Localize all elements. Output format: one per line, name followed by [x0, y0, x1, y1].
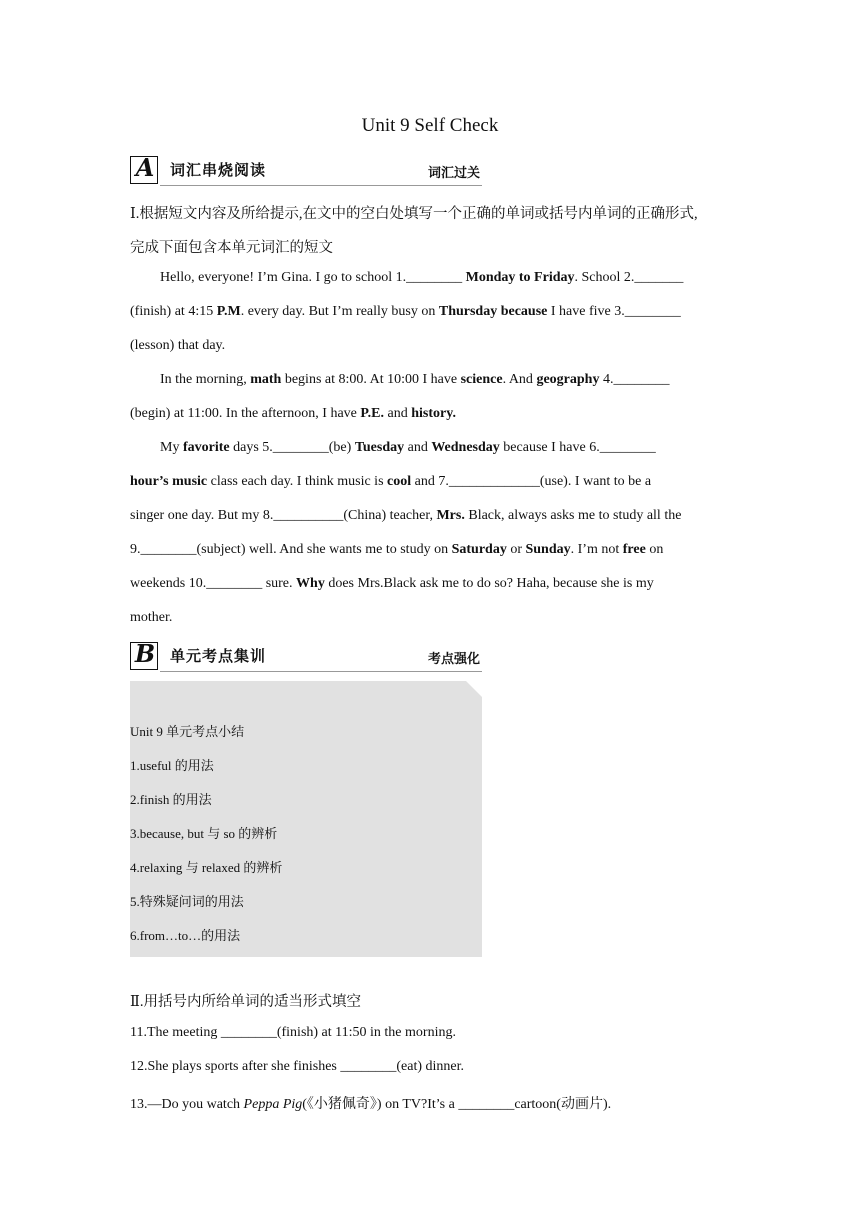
section-b-name: 单元考点集训: [170, 647, 267, 665]
summary-item: 5.特殊疑问词的用法: [130, 894, 244, 909]
passage-line: [160, 270, 683, 286]
vocab-word: Sunday: [525, 542, 571, 557]
passage-text: Hello, everyone! I’m Gina. I go to school 1.________: [160, 270, 466, 285]
section-a-letter: A: [135, 153, 155, 182]
passage-text: or: [506, 542, 526, 557]
vocab-word: math: [250, 372, 282, 387]
vocab-word: favorite: [182, 440, 230, 455]
passage-text: begins at 8:00. At 10:00 I have: [281, 372, 461, 387]
passage-text: . I’m not: [570, 542, 623, 557]
section-a-rule: [160, 185, 482, 186]
passage-line: [130, 304, 681, 320]
passage-text: weekends 10.________ sure.: [130, 576, 297, 591]
vocab-word: Monday to Friday: [465, 270, 575, 285]
vocab-word: free: [622, 542, 646, 557]
vocab-word: Saturday: [451, 542, 507, 557]
vocab-word: science: [460, 372, 503, 387]
question-13: [130, 1093, 611, 1113]
section-a-tag: 词汇过关: [427, 166, 480, 181]
passage-line: [130, 474, 651, 490]
passage-line: [130, 610, 172, 626]
passage-text: because I have 6.________: [499, 440, 656, 455]
passage-text: 9.________(subject) well. And she wants me to study on: [130, 542, 452, 557]
instruction-line-2: 完成下面包含本单元词汇的短文: [130, 240, 333, 256]
section-a-banner: [130, 153, 482, 188]
summary-heading: Unit 9 单元考点小结: [130, 724, 245, 739]
passage-text: on: [645, 542, 664, 557]
passage-text: singer one day. But my 8.__________(China) teacher,: [130, 508, 437, 523]
question-11: 11.The meeting ________(finish) at 11:50 in the morning.: [130, 1025, 456, 1040]
section-b-banner: [130, 639, 482, 674]
page-title: Unit 9 Self Check: [361, 115, 499, 136]
passage-text: and: [404, 440, 432, 455]
passage-line: [160, 440, 656, 456]
instruction-line-1: Ⅰ.根据短文内容及所给提示,在文中的空白处填写一个正确的单词或括号内单词的正确形式,: [130, 206, 698, 222]
vocab-word: P.E.: [360, 406, 385, 421]
passage-text: My: [160, 440, 183, 455]
question-13-end: (《小猪佩奇》) on TV?It’s a ________cartoon(动画片).: [302, 1097, 612, 1112]
passage-text: . And: [502, 372, 537, 387]
passage-text: . every day. But I’m really busy on: [240, 304, 439, 319]
summary-item: 1.useful 的用法: [130, 758, 214, 773]
box-folded-corner: [466, 681, 482, 697]
summary-item: 4.relaxing 与 relaxed 的辨析: [130, 860, 283, 875]
passage-text: and 7._____________(use). I want to be a: [411, 474, 652, 489]
passage-text: days 5.________(be): [229, 440, 355, 455]
passage-text: In the morning,: [160, 372, 251, 387]
passage-text: and: [384, 406, 412, 421]
passage-text: (finish) at 4:15: [130, 304, 217, 319]
summary-item: 2.finish 的用法: [130, 792, 212, 807]
vocab-word: hour’s music: [130, 474, 208, 489]
passage-line: [130, 576, 654, 592]
vocab-word: Tuesday: [354, 440, 405, 455]
passage-text: does Mrs.Black ask me to do so? Haha, because she is my: [324, 576, 654, 591]
passage-text: (begin) at 11:00. In the afternoon, I have: [130, 406, 361, 421]
question-13-start: 13.—Do you watch: [130, 1097, 244, 1112]
summary-item: 6.from…to…的用法: [130, 928, 241, 943]
passage-line: [160, 372, 669, 388]
part2-heading: Ⅱ.用括号内所给单词的适当形式填空: [130, 994, 361, 1010]
section-a-name: 词汇串烧阅读: [170, 161, 267, 179]
vocab-word: Mrs.: [436, 508, 465, 523]
vocab-word: history.: [411, 406, 456, 421]
passage-text: I have five 3.________: [547, 304, 681, 319]
vocab-word: Wednesday: [431, 440, 500, 455]
question-12: 12.She plays sports after she finishes ________(eat) dinner.: [130, 1059, 464, 1074]
vocab-word: Why: [296, 576, 325, 591]
section-b-letter: B: [134, 639, 156, 668]
passage-line: [130, 508, 681, 524]
passage-text: class each day. I think music is: [207, 474, 388, 489]
summary-item: 3.because, but 与 so 的辨析: [130, 826, 278, 841]
passage-text: . School 2._______: [574, 270, 684, 285]
section-b-tag: 考点强化: [427, 652, 480, 667]
passage-text: mother.: [130, 610, 173, 625]
vocab-word: geography: [536, 372, 600, 387]
vocab-word: cool: [387, 474, 412, 489]
vocab-word: Thursday because: [438, 304, 548, 319]
passage-text: Black, always asks me to study all the: [464, 508, 682, 523]
unit-summary-box: [130, 681, 482, 957]
passage-line: [130, 542, 663, 558]
passage-text: (lesson) that day.: [130, 338, 226, 353]
passage-line: [130, 406, 456, 422]
passage-line: [130, 338, 225, 354]
passage-text: 4.________: [599, 372, 670, 387]
vocab-word: P.M: [216, 304, 241, 319]
section-b-rule: [160, 671, 482, 672]
question-13-title: Peppa Pig: [243, 1097, 303, 1112]
